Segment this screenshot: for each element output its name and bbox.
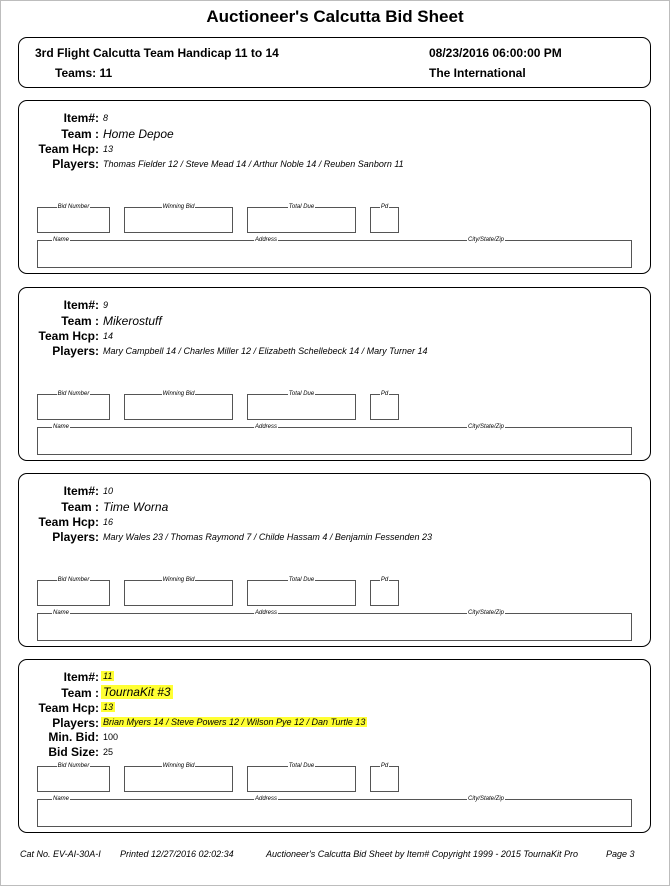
name-caption: Name xyxy=(53,424,70,430)
players-list: Mary Wales 23 / Thomas Raymond 7 / Childe Hassam 4 / Benjamin Fessenden 23 xyxy=(103,532,432,542)
team-label: Team : xyxy=(61,127,99,141)
total-due-field[interactable] xyxy=(247,204,356,233)
team-name: TournaKit #3 xyxy=(103,685,171,699)
team-hcp: 13 xyxy=(103,144,114,154)
team-name: Time Worna xyxy=(103,500,169,514)
paid-field[interactable] xyxy=(370,577,399,606)
paid-caption: Pd xyxy=(380,577,389,583)
footer-page: Page 3 xyxy=(606,849,635,859)
bid-number-caption: Bid Number xyxy=(57,763,90,769)
item-number: 8 xyxy=(103,113,109,123)
name-caption: Name xyxy=(53,610,70,616)
hcp-label: Team Hcp: xyxy=(38,701,99,715)
address-caption: Address xyxy=(255,610,278,616)
paid-caption: Pd xyxy=(380,763,389,769)
city-caption: City/State/Zip xyxy=(468,424,505,430)
total-due-caption: Total Due xyxy=(288,204,315,210)
address-field[interactable] xyxy=(37,424,632,455)
team-name: Home Depoe xyxy=(103,127,174,141)
bid-number-field[interactable] xyxy=(37,763,110,792)
winning-bid-field[interactable] xyxy=(124,577,233,606)
paid-field[interactable] xyxy=(370,391,399,420)
city-caption: City/State/Zip xyxy=(468,237,505,243)
winning-bid-field[interactable] xyxy=(124,391,233,420)
address-field[interactable] xyxy=(37,237,632,268)
team-label: Team : xyxy=(61,314,99,328)
item-number: 9 xyxy=(103,300,109,310)
total-due-caption: Total Due xyxy=(288,577,315,583)
footer-description: Auctioneer's Calcutta Bid Sheet by Item# Copyright 1999 - 2015 TournaKit Pro xyxy=(266,849,579,859)
footer-catalog: Cat No. EV-AI-30A-I xyxy=(20,849,101,859)
hcp-label: Team Hcp: xyxy=(38,329,99,343)
item-label: Item#: xyxy=(63,670,99,684)
city-caption: City/State/Zip xyxy=(468,610,505,616)
winning-bid-field[interactable] xyxy=(124,204,233,233)
winning-bid-caption: Winning Bid xyxy=(162,391,195,397)
hcp-label: Team Hcp: xyxy=(38,142,99,156)
bid-number-field[interactable] xyxy=(37,391,110,420)
address-caption: Address xyxy=(255,237,278,243)
bid-number-caption: Bid Number xyxy=(57,391,90,397)
paid-field[interactable] xyxy=(370,204,399,233)
address-caption: Address xyxy=(255,424,278,430)
winning-bid-field[interactable] xyxy=(124,763,233,792)
event-datetime: 08/23/2016 06:00:00 PM xyxy=(429,46,562,60)
min-bid-value: 100 xyxy=(103,732,119,742)
item-label: Item#: xyxy=(63,484,99,498)
item-label: Item#: xyxy=(63,298,99,312)
bid-number-field[interactable] xyxy=(37,204,110,233)
page-title: Auctioneer's Calcutta Bid Sheet xyxy=(206,7,464,26)
city-caption: City/State/Zip xyxy=(468,796,505,802)
hcp-label: Team Hcp: xyxy=(38,515,99,529)
winning-bid-caption: Winning Bid xyxy=(162,763,195,769)
address-field[interactable] xyxy=(37,610,632,641)
total-due-field[interactable] xyxy=(247,391,356,420)
players-label: Players: xyxy=(52,716,99,730)
item-number: 11 xyxy=(103,671,113,681)
address-caption: Address xyxy=(255,796,278,802)
bid-size-value: 25 xyxy=(103,747,114,757)
players-list: Brian Myers 14 / Steve Powers 12 / Wilson Pye 12 / Dan Turtle 13 xyxy=(103,717,366,727)
bid-size-label: Bid Size: xyxy=(48,745,99,759)
item-number: 10 xyxy=(103,486,114,496)
players-label: Players: xyxy=(52,530,99,544)
winning-bid-caption: Winning Bid xyxy=(162,577,195,583)
bid-number-field[interactable] xyxy=(37,577,110,606)
bid-number-caption: Bid Number xyxy=(57,577,90,583)
name-caption: Name xyxy=(53,796,70,802)
team-hcp: 13 xyxy=(103,702,114,712)
teams-count: Teams: 11 xyxy=(55,66,113,80)
players-label: Players: xyxy=(52,157,99,171)
item-card xyxy=(18,473,651,647)
winning-bid-caption: Winning Bid xyxy=(162,204,195,210)
total-due-field[interactable] xyxy=(247,763,356,792)
paid-caption: Pd xyxy=(380,204,389,210)
bid-number-caption: Bid Number xyxy=(57,204,90,210)
event-venue: The International xyxy=(429,66,526,80)
address-field[interactable] xyxy=(37,796,632,827)
name-caption: Name xyxy=(53,237,70,243)
item-card xyxy=(18,100,651,274)
total-due-field[interactable] xyxy=(247,577,356,606)
flight-title: 3rd Flight Calcutta Team Handicap 11 to 14 xyxy=(35,46,279,60)
team-name: Mikerostuff xyxy=(103,314,162,328)
item-card xyxy=(18,659,651,833)
team-label: Team : xyxy=(61,500,99,514)
total-due-caption: Total Due xyxy=(288,391,315,397)
paid-field[interactable] xyxy=(370,763,399,792)
item-card xyxy=(18,287,651,461)
footer-printed: Printed 12/27/2016 02:02:34 xyxy=(120,849,234,859)
team-hcp: 16 xyxy=(103,517,114,527)
players-list: Thomas Fielder 12 / Steve Mead 14 / Arthur Noble 14 / Reuben Sanborn 11 xyxy=(103,159,404,169)
team-label: Team : xyxy=(61,686,99,700)
min-bid-label: Min. Bid: xyxy=(48,730,99,744)
item-label: Item#: xyxy=(63,111,99,125)
players-label: Players: xyxy=(52,344,99,358)
players-list: Mary Campbell 14 / Charles Miller 12 / Elizabeth Schellebeck 14 / Mary Turner 14 xyxy=(103,346,428,356)
total-due-caption: Total Due xyxy=(288,763,315,769)
team-hcp: 14 xyxy=(103,331,114,341)
paid-caption: Pd xyxy=(380,391,389,397)
flight-header xyxy=(18,37,651,88)
